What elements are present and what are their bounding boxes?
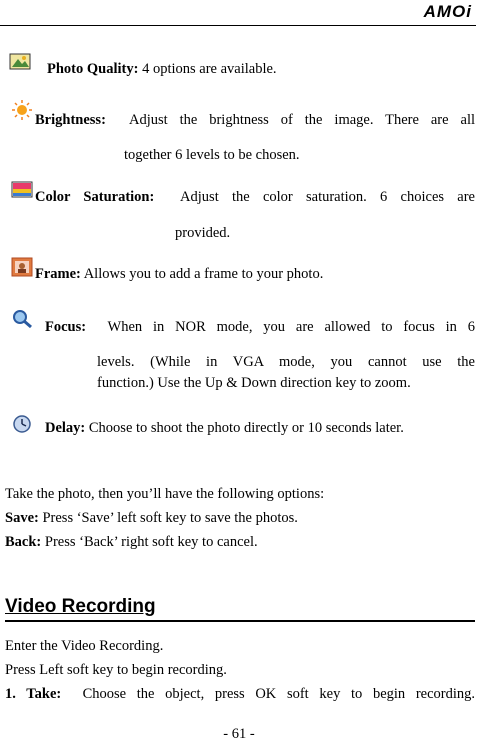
- amoi-logo: AMOi: [423, 2, 472, 21]
- options-intro: Take the photo, then you’ll have the following options:: [5, 486, 325, 502]
- take-line: 1. Take: Choose the object, press OK soft key to begin recording.: [5, 686, 476, 702]
- delay-icon: [11, 414, 33, 434]
- color-saturation-line-1: Color Saturation: Adjust the color saturation. 6 choices are: [35, 189, 475, 205]
- frame-icon: [11, 257, 33, 277]
- brightness-line-2: together 6 levels to be chosen.: [124, 147, 300, 163]
- delay-line: Delay: Choose to shoot the photo directly or 10 seconds later.: [45, 420, 404, 436]
- focus-line-2: levels. (While in VGA mode, you cannot use the: [97, 354, 475, 370]
- focus-line-1: Focus: When in NOR mode, you are allowed to focus in 6: [45, 319, 475, 335]
- brightness-icon: [11, 100, 33, 120]
- color-saturation-line-2: provided.: [175, 225, 231, 241]
- section-title-video-recording: Video Recording: [5, 596, 475, 622]
- back-line: Back: Press ‘Back’ right soft key to cancel.: [5, 534, 258, 550]
- brightness-line-1: Brightness: Adjust the brightness of the image. There are all: [35, 112, 475, 128]
- video-line-2: Press Left soft key to begin recording.: [5, 662, 227, 678]
- color-saturation-icon: [11, 180, 33, 200]
- page-number: - 61 -: [223, 726, 255, 742]
- photo-quality-line: Photo Quality: 4 options are available.: [47, 61, 277, 77]
- frame-line: Frame: Allows you to add a frame to your photo.: [35, 266, 324, 282]
- focus-line-3: function.) Use the Up & Down direction key to zoom.: [97, 375, 411, 391]
- photo-quality-icon: [9, 52, 31, 72]
- video-line-1: Enter the Video Recording.: [5, 638, 164, 654]
- focus-icon: [11, 308, 33, 328]
- save-line: Save: Press ‘Save’ left soft key to save the photos.: [5, 510, 298, 526]
- header-divider: [0, 25, 476, 26]
